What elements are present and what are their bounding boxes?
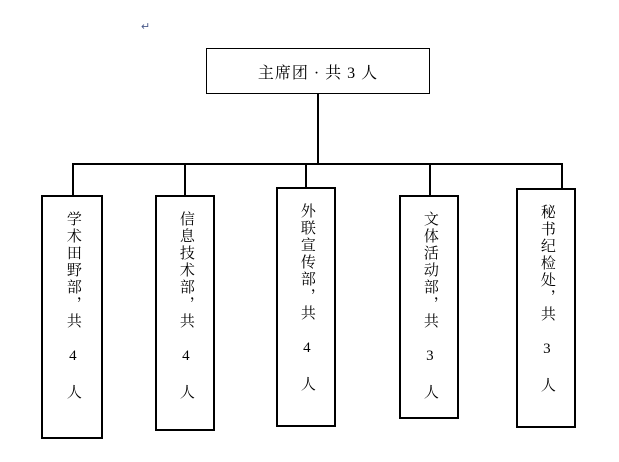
- connector-drop-5: [561, 163, 563, 189]
- node-child-1[interactable]: [41, 195, 103, 439]
- node-child-3[interactable]: [276, 187, 336, 427]
- node-root[interactable]: [206, 48, 430, 94]
- connector-drop-1: [72, 163, 74, 196]
- connector-drop-4: [429, 163, 431, 196]
- connector-drop-3: [305, 163, 307, 188]
- node-child-2-label: 信息技术部，共 4 人: [177, 211, 194, 401]
- node-child-3-label: 外联宣传部，共 4 人: [298, 203, 315, 393]
- connector-root-stem: [317, 94, 319, 164]
- paragraph-mark-icon: ↵: [141, 21, 151, 33]
- node-child-4[interactable]: [399, 195, 459, 419]
- node-child-4-label: 文体活动部，共 3 人: [421, 211, 438, 401]
- connector-drop-2: [184, 163, 186, 196]
- connector-bus: [72, 163, 563, 165]
- node-child-2[interactable]: [155, 195, 215, 431]
- node-child-5-label: 秘书纪检处，共 3 人: [538, 204, 555, 394]
- node-child-5[interactable]: [516, 188, 576, 428]
- node-child-1-label: 学术田野部，共 4 人: [64, 211, 81, 401]
- node-root-label: 主席团 · 共 3 人: [257, 64, 379, 82]
